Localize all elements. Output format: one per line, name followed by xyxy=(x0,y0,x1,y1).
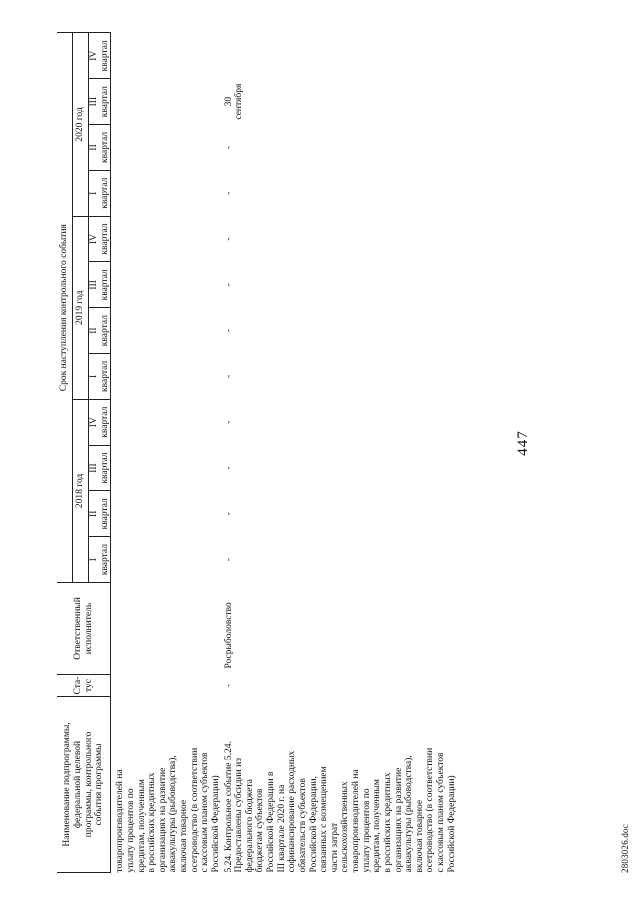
document-page xyxy=(57,33,630,873)
quarter-cell: - xyxy=(223,329,234,333)
file-name: 2803026.doc xyxy=(620,824,630,873)
quarter-cell xyxy=(111,125,222,171)
quarter-cell: - xyxy=(223,558,234,562)
quarter-cell: - xyxy=(223,466,234,470)
page-number: 447 xyxy=(515,430,531,456)
header-year-2018: 2018 год xyxy=(73,399,89,582)
header-executor: Ответственный исполнитель xyxy=(57,583,111,675)
header-name: Наименование подпрограммы, федеральной целевой программы, контрольного события программы xyxy=(57,697,111,873)
quarter-cell xyxy=(111,79,222,125)
quarter-cell xyxy=(222,33,458,79)
quarter-cell: - xyxy=(223,191,234,195)
quarter-cell: - xyxy=(223,512,234,516)
header-quarter: I квартал xyxy=(89,354,111,400)
quarter-cell: - xyxy=(223,374,234,378)
quarter-cell xyxy=(111,445,222,491)
header-quarter: IV квартал xyxy=(89,216,111,262)
quarter-cell xyxy=(111,33,222,79)
header-quarter: I квартал xyxy=(89,170,111,216)
quarter-cell xyxy=(111,537,222,583)
header-quarter: II квартал xyxy=(89,125,111,171)
quarter-cell: - xyxy=(223,283,234,287)
quarter-cell xyxy=(111,399,222,445)
quarter-cell xyxy=(111,262,222,308)
header-quarter: II квартал xyxy=(89,308,111,354)
quarter-cell xyxy=(111,354,222,400)
header-quarter: II квартал xyxy=(89,491,111,537)
event-name-cell: 5.24. Контрольное событие 5.24. Предоставлены субсидии из федерального бюджета бюджетам субъектов Российской Федерации в III квартале 2020 г. на софинансирование расходных обязательств субъектов Российской Федерации, связанных с возмещением части затрат сельскохозяйственных товаропроизводителей на уплату процентов по кредитам, полученным в российских кредитных организациях на развитие аквакультуры (рыбоводства), включая товарное осетроводство (в соответствии с кассовым планом субъектов Российской Федерации) xyxy=(223,741,457,873)
event-name-cell: товаропроизводителей на уплату процентов по кредитам, полученным в российских кредитных организациях на развитие аквакультуры (рыбоводства), включая товарное осетроводство (в соответствии с кассовым планом субъектов Российской Федерации) xyxy=(115,747,221,873)
header-quarter: III квартал xyxy=(89,445,111,491)
quarter-cell xyxy=(111,170,222,216)
status-cell xyxy=(111,675,222,697)
header-quarter: III квартал xyxy=(89,79,111,125)
executor-cell: Росрыболовство xyxy=(223,602,234,669)
status-cell: - xyxy=(223,683,234,688)
header-year-2019: 2019 год xyxy=(73,216,89,399)
executor-cell xyxy=(111,583,222,675)
header-period: Срок наступления контрольного события xyxy=(57,33,73,583)
header-quarter: IV квартал xyxy=(89,33,111,79)
header-quarter: IV квартал xyxy=(89,399,111,445)
quarter-cell xyxy=(111,308,222,354)
deadline-date-cell: 30 сентября xyxy=(223,83,245,120)
header-status: Ста- тус xyxy=(57,675,111,697)
control-events-table xyxy=(57,32,457,873)
header-year-2020: 2020 год xyxy=(73,33,89,216)
table-row xyxy=(222,33,458,873)
header-quarter: I квартал xyxy=(89,537,111,583)
quarter-cell: - xyxy=(223,237,234,241)
quarter-cell: - xyxy=(223,420,234,424)
quarter-cell xyxy=(111,491,222,537)
quarter-cell: - xyxy=(223,145,234,150)
quarter-cell xyxy=(111,216,222,262)
table-row xyxy=(111,33,222,873)
header-quarter: III квартал xyxy=(89,262,111,308)
